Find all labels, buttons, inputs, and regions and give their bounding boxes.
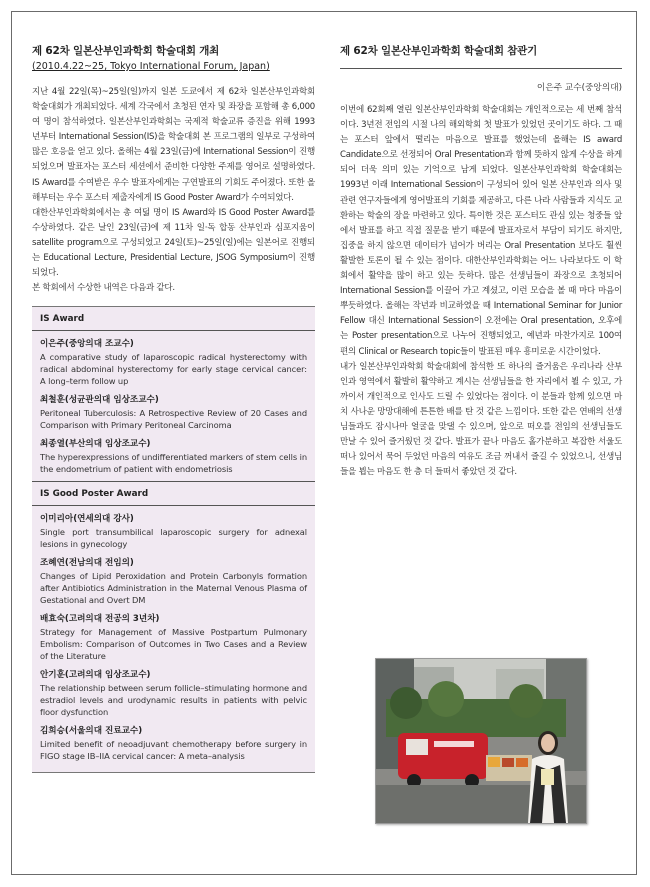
award-paper-title: Single port transumbilical laparoscopic surgery for adnexal lesions in gynecology bbox=[40, 527, 307, 550]
award-paper-title: The relationship between serum follicle–stimulating hormone and estradiol levels and urodynamic results in patients with pelvic floor dysfunction bbox=[40, 683, 307, 718]
award-entry bbox=[32, 512, 315, 550]
award-paper-title: Peritoneal Tuberculosis: A Retrospective Review of 20 Cases and Comparison with Primary Peritoneal Carcinoma bbox=[40, 408, 307, 431]
award-entry bbox=[32, 393, 315, 431]
right-paragraph: 내가 일본산부인과학회 학술대회에 참석한 또 하나의 즐거움은 우리나라 산부인과 영역에서 활발히 활약하고 계시는 선생님들을 한 자리에서 뵐 수 있고, 가까이서 개인적으로 인사도 드릴 수 있었다는 점이다. 이 분들과 함께 있으면 마치 사나운 망망대해에 튼튼한 배를 탄 것 같은 느낌이다. 또한 같은 연배의 선생님들과도 잠시나마 얼굴을 맞댈 수 있으며, 앞으로 떠오를 전임의 선생님들도 만날 수 있어 즐거웠던 것 같다. 발표가 끝나 마음도 홀가분하고 복잡한 서울도 떠나 있어서 묵어 두었던 마음의 여유도 조금 꺼내서 즐길 수 있었으니, 선생님들을 뵙는 마음도 한 층 더 들떠서 좋았던 것 같다. bbox=[340, 361, 622, 478]
award-recipient: 이미리아(연세의대 강사) bbox=[40, 514, 134, 525]
left-paragraph: 대한산부인과학회에서는 총 여덟 명이 IS Award와 IS Good Poster Award를 수상하였다. 같은 날인 23일(금)에 제 11차 일·독 합동 산부인과 심포지움이 satellite program으로 구성되었고 24일(토)~25일(일)에는 일본어로 진행되는 Educational Lecture, Presidential Lecture, JSOG Symposium이 진행되었다. bbox=[32, 207, 315, 279]
conference-photo bbox=[375, 658, 587, 824]
conference-subtitle: (2010.4.22~25, Tokyo International Forum, Japan) bbox=[32, 61, 270, 72]
right-column bbox=[340, 44, 622, 480]
divider bbox=[32, 330, 315, 331]
award-recipient: 안기훈(고려의대 임상조교수) bbox=[40, 670, 151, 681]
report-author: 이은주 교수(중앙의대) bbox=[536, 83, 622, 93]
left-column bbox=[32, 44, 315, 773]
award-paper-title: A comparative study of laparoscopic radical hysterectomy with radical abdominal hysterectomy for early stage cervical cancer: A long–term follow up bbox=[40, 352, 307, 387]
award-entry bbox=[32, 724, 315, 762]
divider bbox=[32, 505, 315, 506]
award-entry bbox=[32, 612, 315, 662]
award-entry bbox=[32, 337, 315, 387]
award-paper-title: Strategy for Management of Massive Postpartum Pulmonary Embolism: Comparison of Outcomes in Two Cases and a Review of the Literature bbox=[40, 627, 307, 662]
award-recipient: 최종열(부산의대 임상조교수) bbox=[40, 439, 151, 450]
left-paragraph: 지난 4월 22일(목)~25일(일)까지 일본 도쿄에서 제 62차 일본산부인과학회 학술대회가 개최되었다. 세계 각국에서 초청된 연자 및 좌장을 포함해 총 6,000여 명이 참석하였다. 일본산부인과학회는 국제적 학술교류 증진을 위해 1993년부터 International Session(IS)을 학술대회 본 프로그램의 일부로 구성하여 많은 호응을 얻고 있다. 올해는 4월 23일(금)에 International Session이 진행되었으며 발표자는 포스터 세션에서 준비한 다양한 주제를 영어로 설명하였다. IS Award를 수여받은 우수 발표자에게는 구연발표의 기회도 주어졌다. 또한 올해부터는 우수 포스터 제출자에게 IS Good Poster Award가 수여되었다. bbox=[32, 87, 315, 203]
award-box bbox=[32, 306, 315, 773]
award-recipient: 이은주(중앙의대 조교수) bbox=[40, 339, 134, 350]
conference-title: 제 62차 일본산부인과학회 학술대회 개최 bbox=[32, 45, 220, 57]
award-recipient: 배효숙(고려의대 전공의 3년차) bbox=[40, 614, 160, 625]
title-rule bbox=[340, 68, 622, 69]
award-paper-title: The hyperexpressions of undifferentiated markers of stem cells in the endometrium of patient with endometriosis bbox=[40, 452, 307, 475]
award-entry bbox=[32, 668, 315, 718]
right-paragraph: 이번에 62회째 열린 일본산부인과학회 학술대회는 개인적으로는 세 번째 참석이다. 3년전 전임의 시절 나의 해외학회 첫 발표가 있었던 곳이기도 하다. 그 때는 포스터 앞에서 떨리는 마음으로 발표를 했었는데 올해는 IS award Candidate으로 선정되어 Oral Presentation과 함께 뜻하지 않게 수상을 하게 되어 더욱 의미 있는 기억으로 남게 되었다. 일본산부인과학회 학술대회는 1993년 이래 International Session이 구성되어 있어 일본 산부인과 의사 및 관련 연구자들에게 영어발표의 기회를 제공하고, 다른 나라 사람들과 지식도 교환하는 학술의 장을 마련하고 있다. 특이한 것은 포스터도 관심 있는 청중들 앞에서 발표를 하고 직접 질문을 받기 때문에 발표자로서 부담이 되기도 하지만, 집중을 하지 않으면 데이터가 넘어가 버리는 Oral Presentation 보다도 훨씬 활발한 토론이 될 수 있는 점이다. 대한산부인과학회는 어느 나라보다도 이 학회에서 활약을 많이 하고 있는 듯하다. 많은 선생님들이 좌장으로 초청되어 International Session를 이끌어 가고 계셨고, 이런 모습을 볼 때 마다 마음이 뿌듯하였다. 올해는 작년과 비교하였을 때 International Seminar for Junior Fellow 대신 International Session이 오전에는 Oral presentation, 오후에는 Poster presentation으로 나누어 진행되었고, 예년과 마찬가지로 100여 편의 Clinical or Research topic들이 발표된 매우 흥미로운 시간이었다. bbox=[340, 105, 622, 357]
award-recipient: 김희승(서울의대 진료교수) bbox=[40, 726, 143, 737]
award-paper-title: Limited benefit of neoadjuvant chemotherapy before surgery in FIGO stage IB–IIA cervical cancer: A meta–analysis bbox=[40, 739, 307, 762]
report-title: 제 62차 일본산부인과학회 학술대회 참관기 bbox=[340, 45, 538, 57]
left-paragraph: 본 학회에서 수상한 내역은 다음과 같다. bbox=[32, 283, 175, 294]
award-recipient: 조혜연(전남의대 전임의) bbox=[40, 558, 134, 569]
is-award-heading: IS Award bbox=[40, 314, 85, 325]
award-recipient: 최철훈(성균관의대 임상조교수) bbox=[40, 395, 159, 406]
good-poster-heading: IS Good Poster Award bbox=[40, 489, 149, 500]
award-paper-title: Changes of Lipid Peroxidation and Protein Carbonyls formation after Antibiotics Administration in the Maternal Venous Plasma of Gestational and Overt DM bbox=[40, 571, 307, 606]
award-entry bbox=[32, 437, 315, 475]
award-entry bbox=[32, 556, 315, 606]
left-body bbox=[32, 85, 315, 296]
photo-illustration bbox=[376, 659, 586, 823]
right-body bbox=[340, 103, 622, 480]
